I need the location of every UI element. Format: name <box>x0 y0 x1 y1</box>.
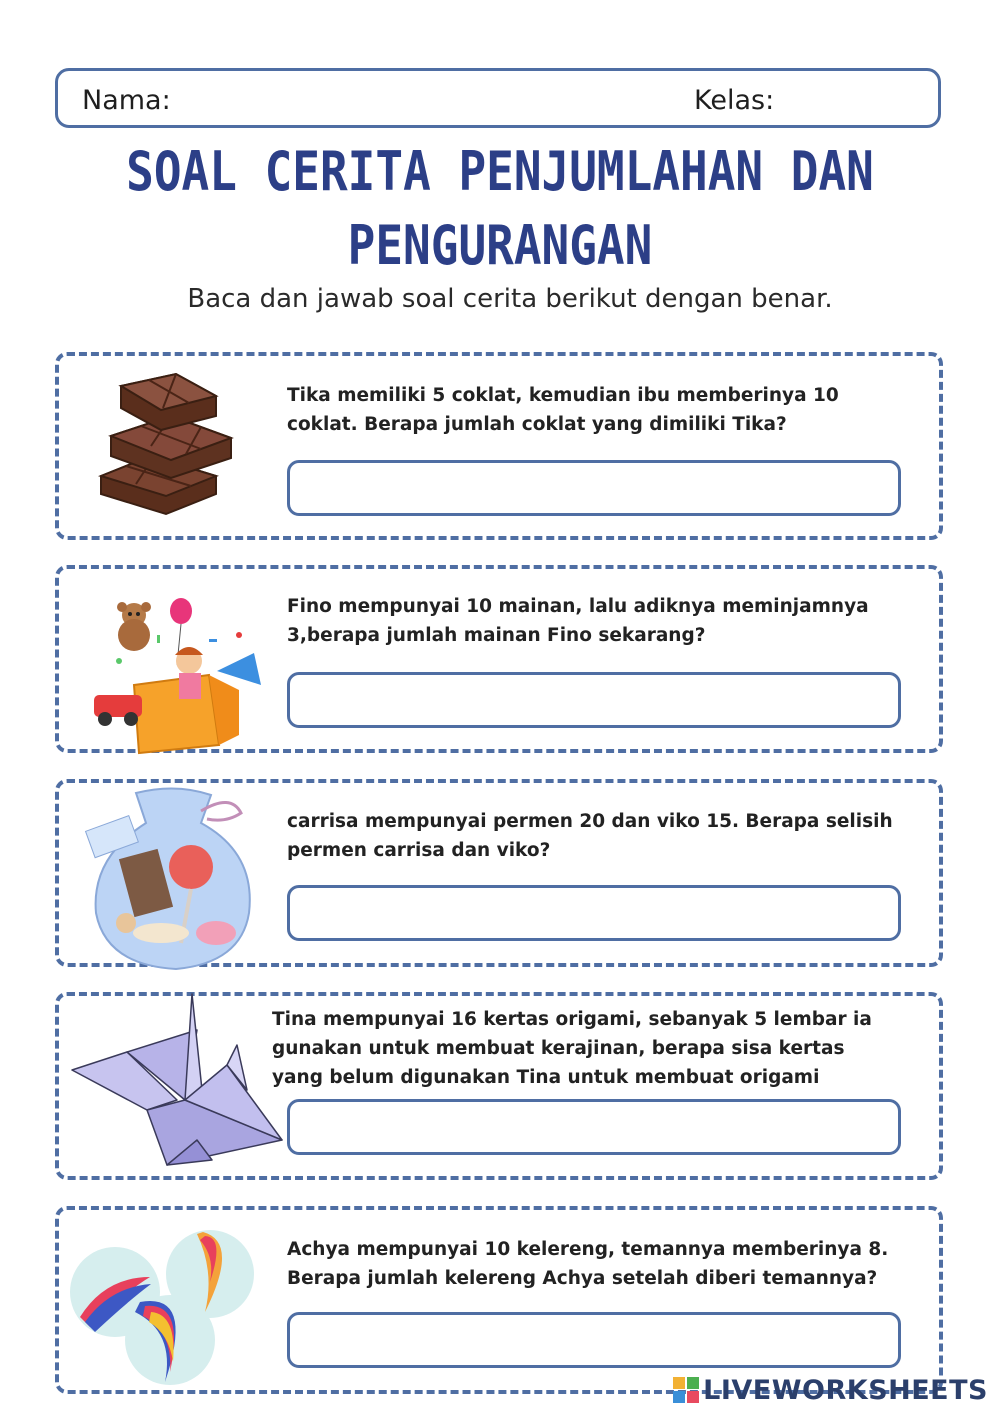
worksheet-title-line2: PENGURANGAN <box>347 213 653 277</box>
question-line: yang belum digunakan Tina untuk membuat origami <box>272 1067 820 1088</box>
question-line: Berapa jumlah kelereng Achya setelah diberi temannya? <box>287 1268 878 1289</box>
name-label: Nama: <box>82 85 171 116</box>
liveworksheets-logo <box>673 1374 988 1406</box>
answer-input-5[interactable] <box>287 1312 901 1368</box>
candy-bag-icon <box>81 783 271 973</box>
question-line: Achya mempunyai 10 kelereng, temannya memberinya 8. <box>287 1239 889 1260</box>
answer-input-4[interactable] <box>287 1099 901 1155</box>
toys-icon <box>89 595 279 755</box>
worksheet-title-line1: SOAL CERITA PENJUMLAHAN DAN <box>126 139 874 203</box>
question-line: coklat. Berapa jumlah coklat yang dimiliki Tika? <box>287 414 787 435</box>
question-line: Tika memiliki 5 coklat, kemudian ibu memberinya 10 <box>287 385 839 406</box>
question-line: permen carrisa dan viko? <box>287 840 551 861</box>
question-line: gunakan untuk membuat kerajinan, berapa sisa kertas <box>272 1038 845 1059</box>
question-text <box>287 807 897 865</box>
answer-input-2[interactable] <box>287 672 901 728</box>
question-text <box>287 592 897 650</box>
question-line: Fino mempunyai 10 mainan, lalu adiknya meminjamnya <box>287 596 869 617</box>
logo-text: LIVEWORKSHEETS <box>703 1374 988 1406</box>
question-line: 3,berapa jumlah mainan Fino sekarang? <box>287 625 706 646</box>
liveworksheets-logo-icon <box>673 1377 699 1403</box>
chocolate-icon <box>91 366 241 516</box>
question-card-1 <box>55 352 943 540</box>
question-text <box>272 1005 912 1092</box>
question-line: carrisa mempunyai permen 20 dan viko 15. Berapa selisih <box>287 811 893 832</box>
question-card-3 <box>55 779 943 967</box>
question-text <box>287 381 897 439</box>
question-line: Tina mempunyai 16 kertas origami, sebanyak 5 lembar ia <box>272 1009 872 1030</box>
question-card-4 <box>55 992 943 1180</box>
origami-crane-icon <box>67 990 292 1170</box>
class-label: Kelas: <box>694 85 775 116</box>
question-card-2 <box>55 565 943 753</box>
question-text <box>287 1235 897 1293</box>
question-card-5 <box>55 1206 943 1394</box>
answer-input-1[interactable] <box>287 460 901 516</box>
instruction-text: Baca dan jawab soal cerita berikut dengan benar. <box>187 284 833 314</box>
marbles-icon <box>65 1222 255 1390</box>
answer-input-3[interactable] <box>287 885 901 941</box>
student-info-box <box>55 68 941 128</box>
